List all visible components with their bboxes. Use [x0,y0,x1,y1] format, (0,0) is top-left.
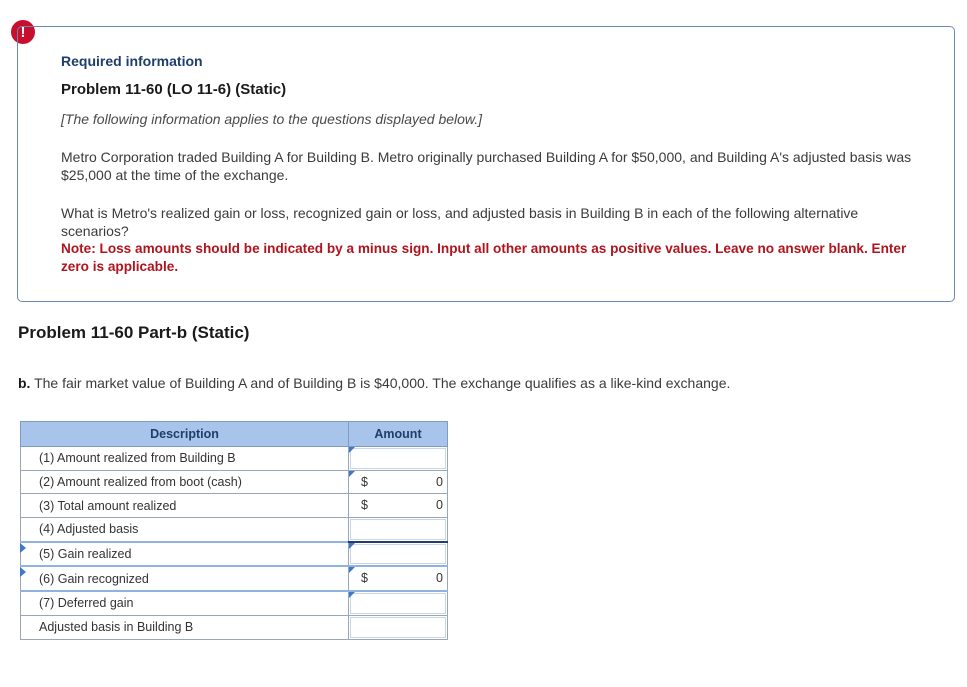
row-marker-icon [20,567,26,577]
table-row [21,542,448,567]
part-description: The fair market value of Building A and of Building B is $40,000. The exchange qualifies as a like-kind exchange. [30,375,731,391]
row-description: Adjusted basis in Building B [21,615,349,639]
dollar-sign: $ [361,474,368,489]
input-field[interactable] [350,593,446,614]
amount-header: Amount [349,422,448,447]
amount-cell-boot [349,470,448,494]
scenario-paragraph: Metro Corporation traded Building A for Building B. Metro originally purchased Building A for $50,000, and Building A's adjusted basis was $25,000 at the time of the exchange. [61,149,912,183]
table-row [21,591,448,615]
instruction-note: Note: Loss amounts should be indicated by a minus sign. Input all other amounts as positive values. Leave no answer blank. Enter zero is applicable. [61,241,907,274]
table-row [21,494,448,518]
alert-icon: ! [11,20,35,44]
answer-table [20,421,448,640]
flag-icon [349,567,355,573]
table-header-row [21,422,448,447]
amount-value: 0 [436,498,443,513]
table-row [21,518,448,542]
amount-input-deferred-gain[interactable] [349,591,448,615]
required-information-box [17,26,955,302]
row-description: (5) Gain realized [21,542,349,567]
row-description: (3) Total amount realized [21,494,349,518]
amount-value: 0 [436,474,443,489]
part-title: Problem 11-60 Part-b (Static) [18,323,250,342]
intro-note: [The following information applies to the questions displayed below.] [61,111,483,127]
row-description: (6) Gain recognized [21,566,349,591]
description-header: Description [21,422,349,447]
flag-icon [349,543,355,549]
amount-cell-total-realized [349,494,448,518]
dollar-sign: $ [361,498,368,513]
input-field[interactable] [350,519,446,540]
input-field[interactable] [350,448,446,469]
dollar-sign: $ [361,571,368,586]
row-marker-icon [20,543,26,553]
amount-input-amount-realized-building-b[interactable] [349,447,448,471]
amount-value: 0 [436,571,443,586]
amount-cell-gain-recognized [349,566,448,591]
flag-icon [349,471,355,477]
input-field[interactable] [350,544,446,565]
problem-title: Problem 11-60 (LO 11-6) (Static) [61,81,287,98]
amount-input-gain-realized[interactable] [349,542,448,567]
input-field[interactable] [350,617,446,638]
row-description: (1) Amount realized from Building B [21,447,349,471]
part-label: b. [18,375,31,391]
question-paragraph: What is Metro's realized gain or loss, recognized gain or loss, and adjusted basis in Building B in each of the following alternative scenarios? [61,205,859,239]
part-b-text [18,375,730,391]
flag-icon [349,447,355,453]
amount-input-adjusted-basis[interactable] [349,518,448,542]
table-row [21,447,448,471]
row-description: (4) Adjusted basis [21,518,349,542]
row-description: (2) Amount realized from boot (cash) [21,470,349,494]
required-information-heading: Required information [61,53,203,69]
flag-icon [349,592,355,598]
amount-input-adjusted-basis-building-b[interactable] [349,615,448,639]
table-row [21,470,448,494]
table-row [21,615,448,639]
row-description: (7) Deferred gain [21,591,349,615]
table-row [21,566,448,591]
